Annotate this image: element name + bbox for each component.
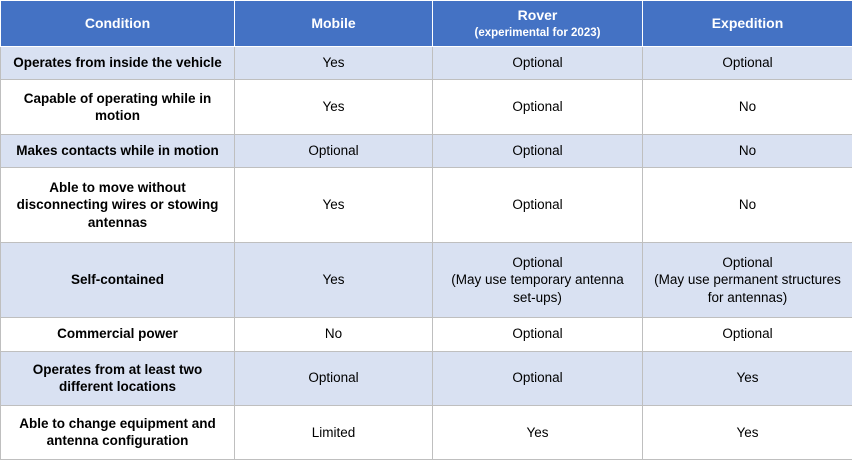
column-header-expedition [643,1,852,47]
cell-condition: Able to change equipment and antenna configuration [1,405,235,459]
cell-expedition [643,168,852,243]
table-row [1,168,852,243]
cell-rover [433,351,643,405]
cell-rover-value: Optional [512,143,563,159]
cell-expedition-value: No [738,143,757,159]
cell-rover-value: Optional [512,197,563,213]
cell-condition: Commercial power [1,317,235,351]
cell-expedition-value: Optional [722,326,773,342]
table-row [1,46,852,80]
table-row [1,405,852,459]
cell-mobile: Yes [235,46,433,80]
table-row [1,80,852,134]
table-row [1,243,852,318]
cell-rover [433,243,643,318]
table-row [1,134,852,168]
table-body [1,46,852,459]
table-row [1,317,852,351]
cell-expedition-value: Optional [722,254,773,270]
cell-expedition [643,134,852,168]
cell-condition: Makes contacts while in motion [1,134,235,168]
cell-mobile: Yes [235,80,433,134]
cell-rover-note: (May use temporary antenna set-ups) [451,272,624,305]
cell-rover [433,134,643,168]
column-header-expedition-label: Expedition [711,14,784,31]
cell-condition: Able to move without disconnecting wires or stowing antennas [1,168,235,243]
column-header-rover [433,1,643,47]
column-header-condition-label: Condition [84,14,151,31]
cell-expedition [643,405,852,459]
cell-mobile: Yes [235,168,433,243]
cell-mobile: Optional [235,134,433,168]
cell-condition: Operates from at least two different locations [1,351,235,405]
cell-expedition [643,351,852,405]
cell-expedition [643,317,852,351]
table-row [1,351,852,405]
cell-expedition-value: Yes [736,424,759,440]
cell-mobile: Optional [235,351,433,405]
cell-expedition-value: Optional [722,55,773,71]
cell-expedition [643,46,852,80]
cell-mobile: No [235,317,433,351]
cell-expedition-value: Yes [736,370,759,386]
column-header-mobile [235,1,433,47]
column-header-condition [1,1,235,47]
column-header-rover-label: Rover [517,7,558,23]
cell-mobile: Yes [235,243,433,318]
cell-rover [433,46,643,80]
header-row [1,1,852,47]
cell-rover-value: Optional [512,254,563,270]
cell-expedition-value: No [738,197,757,213]
column-header-rover-sublabel: (experimental for 2023) [474,26,601,39]
cell-expedition [643,80,852,134]
cell-rover-value: Optional [512,370,563,386]
cell-rover [433,317,643,351]
table-header [1,1,852,47]
cell-rover [433,168,643,243]
cell-condition: Operates from inside the vehicle [1,46,235,80]
cell-rover-value: Optional [512,326,563,342]
cell-expedition-note: (May use permanent structures for antennas) [654,272,841,305]
cell-rover-value: Optional [512,55,563,71]
cell-rover-value: Yes [526,424,549,440]
cell-condition: Capable of operating while in motion [1,80,235,134]
cell-rover-value: Optional [512,99,563,115]
cell-rover [433,405,643,459]
cell-rover [433,80,643,134]
cell-mobile: Limited [235,405,433,459]
cell-expedition-value: No [738,99,757,115]
cell-condition: Self-contained [1,243,235,318]
column-header-mobile-label: Mobile [311,14,356,31]
cell-expedition [643,243,852,318]
